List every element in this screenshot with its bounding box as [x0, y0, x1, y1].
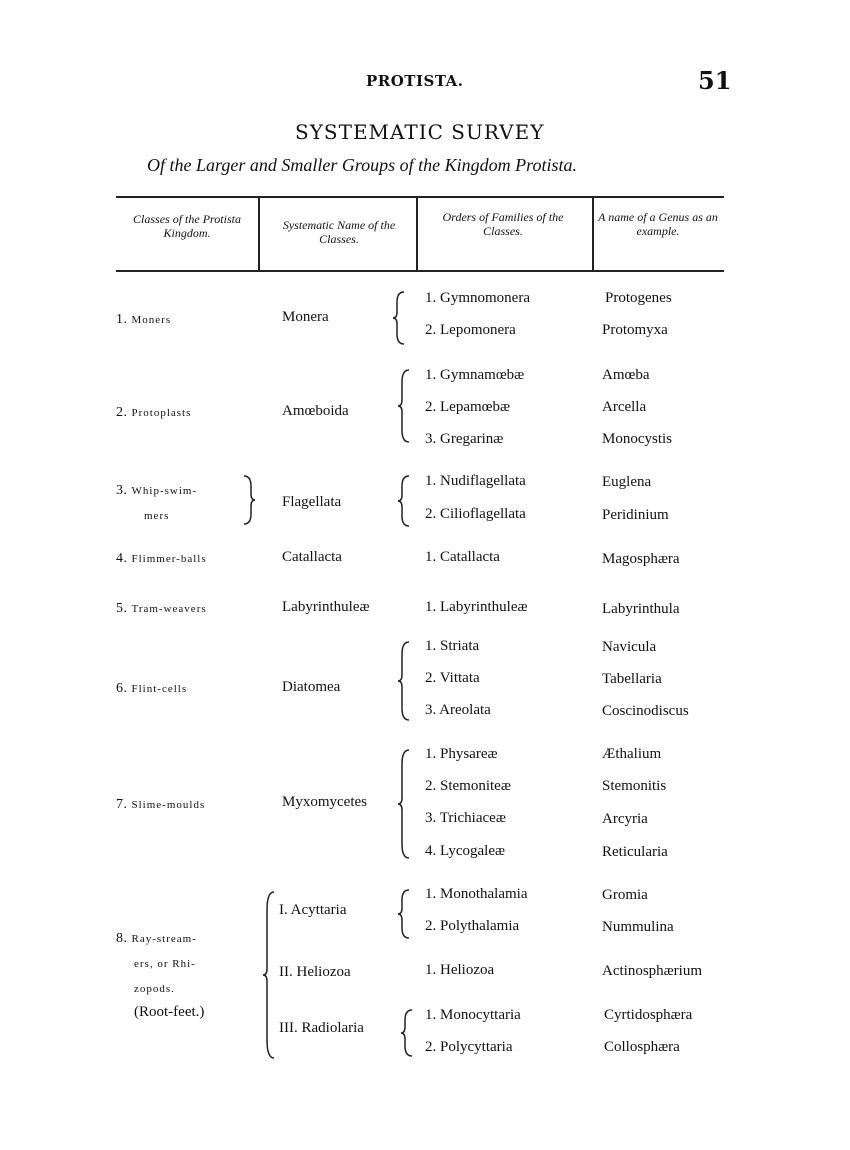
genus-example: Nummulina: [602, 919, 674, 935]
systematic-name: Flagellata: [282, 494, 342, 510]
table-row-class: 3. Whip-swim-: [116, 483, 198, 498]
order-item: 2. Lepomonera: [425, 322, 516, 338]
order-item: 2. Stemoniteæ: [425, 778, 511, 794]
order-item: 2. Polythalamia: [425, 918, 520, 934]
systematic-name: Myxomycetes: [282, 794, 367, 810]
genus-example: Labyrinthula: [602, 601, 680, 617]
order-item: 1. Gymnomonera: [425, 290, 530, 306]
order-item: 1. Labyrinthuleæ: [425, 599, 528, 615]
order-item: 1. Striata: [425, 638, 480, 654]
order-item: 2. Polycyttaria: [425, 1039, 513, 1055]
order-item: 3. Areolata: [425, 702, 491, 718]
table-row-class-continued: mers: [144, 510, 170, 522]
column-header-orders: Orders of Families of the Classes.: [442, 210, 564, 238]
subclass-name: I. Acyttaria: [279, 902, 347, 918]
subclass-name: III. Radiolaria: [279, 1020, 364, 1036]
column-header-genus: A name of a Genus as an example.: [598, 210, 718, 238]
genus-example: Protogenes: [605, 290, 672, 306]
table-top-rule: [116, 196, 724, 198]
brace-icon: [397, 368, 413, 444]
genus-example: Arcella: [602, 399, 647, 415]
table-row-class: 5. Tram-weavers: [116, 601, 207, 616]
brace-icon: [240, 474, 256, 526]
page-title: SYSTEMATIC SURVEY: [295, 120, 545, 144]
genus-example: Monocystis: [602, 431, 673, 447]
genus-example: Protomyxa: [602, 322, 668, 338]
brace-icon: [262, 890, 278, 1060]
genus-example: Stemonitis: [602, 778, 667, 794]
brace-icon: [400, 1008, 416, 1058]
genus-example: Coscinodiscus: [602, 703, 689, 719]
systematic-name: Catallacta: [282, 549, 342, 565]
page-number: 51: [698, 66, 732, 95]
systematic-name: Amœboida: [282, 403, 349, 419]
table-row-class: 8. Ray-stream-: [116, 931, 197, 946]
order-item: 2. Vittata: [425, 670, 480, 686]
order-item: 2. Cilioflagellata: [425, 506, 526, 522]
column-divider: [592, 198, 594, 270]
order-item: 1. Monocyttaria: [425, 1007, 521, 1023]
systematic-name: Diatomea: [282, 679, 341, 695]
genus-example: Actinosphærium: [602, 963, 702, 979]
table-row-class-continued: zopods.: [134, 983, 175, 995]
genus-example: Navicula: [602, 639, 657, 655]
genus-example: Gromia: [602, 887, 648, 903]
table-row-class-continued: ers, or Rhi-: [134, 958, 196, 970]
table-header-rule: [116, 270, 724, 272]
genus-example: Tabellaria: [602, 671, 662, 687]
table-row-class: 7. Slime-moulds: [116, 797, 206, 812]
page-subtitle: Of the Larger and Smaller Groups of the Kingdom Protista.: [147, 155, 578, 175]
brace-icon: [397, 748, 413, 860]
order-item: 1. Heliozoa: [425, 962, 495, 978]
order-item: 3. Trichiaceæ: [425, 810, 506, 826]
table-row-class: 4. Flimmer-balls: [116, 551, 207, 566]
systematic-name: Monera: [282, 309, 329, 325]
table-row-class-continued: (Root-feet.): [134, 1004, 205, 1020]
table-row-class: 2. Protoplasts: [116, 405, 192, 420]
subclass-name: II. Heliozoa: [279, 964, 351, 980]
column-divider: [258, 198, 260, 270]
order-item: 3. Gregarinæ: [425, 431, 504, 447]
order-item: 1. Monothalamia: [425, 886, 528, 902]
order-item: 1. Gymnamœbæ: [425, 367, 525, 383]
order-item: 1. Physareæ: [425, 746, 498, 762]
column-header-classes: Classes of the Protista Kingdom.: [133, 212, 241, 240]
genus-example: Euglena: [602, 474, 652, 490]
genus-example: Peridinium: [602, 507, 669, 523]
genus-example: Magosphæra: [602, 551, 680, 567]
genus-example: Reticularia: [602, 844, 668, 860]
column-divider: [416, 198, 418, 270]
brace-icon: [392, 290, 408, 346]
order-item: 2. Lepamœbæ: [425, 399, 510, 415]
brace-icon: [397, 640, 413, 722]
order-item: 1. Nudiflagellata: [425, 473, 526, 489]
genus-example: Æthalium: [602, 746, 662, 762]
table-row-class: 6. Flint-cells: [116, 681, 188, 696]
systematic-name: Labyrinthuleæ: [282, 599, 370, 615]
column-header-systematic-name: Systematic Name of the Classes.: [282, 218, 396, 246]
brace-icon: [397, 474, 413, 528]
genus-example: Amœba: [602, 367, 650, 383]
genus-example: Cyrtidosphæra: [604, 1007, 693, 1023]
order-item: 1. Catallacta: [425, 549, 500, 565]
genus-example: Arcyria: [602, 811, 648, 827]
order-item: 4. Lycogaleæ: [425, 843, 505, 859]
brace-icon: [397, 888, 413, 940]
table-row-class: 1. Moners: [116, 312, 172, 327]
running-head: PROTISTA.: [366, 72, 464, 90]
genus-example: Collosphæra: [604, 1039, 680, 1055]
